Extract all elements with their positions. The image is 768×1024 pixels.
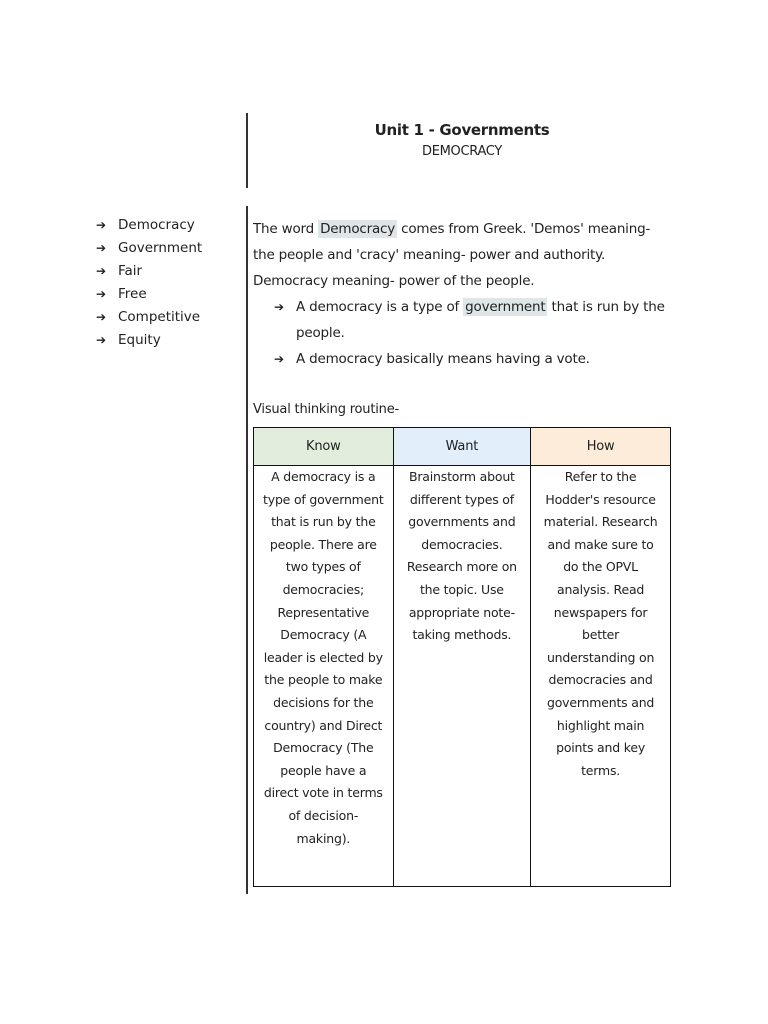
arrow-right-icon: ➔ (96, 241, 107, 255)
keyword-label: Competitive (118, 309, 201, 325)
bullet-item (274, 346, 669, 372)
page-title: Unit 1 - Governments (374, 121, 550, 139)
intro-text: comes from Greek. 'Demos' meaning- the people and 'cracy' meaning- power and authority. Democracy meaning- power of the people. (253, 221, 651, 289)
keyword-item (96, 283, 202, 306)
arrow-right-icon: ➔ (96, 264, 107, 278)
highlighted-term: government (465, 299, 546, 315)
page-subtitle: DEMOCRACY (421, 144, 502, 159)
keyword-label: Democracy (118, 217, 195, 233)
table-header-row (254, 428, 671, 466)
arrow-right-icon: ➔ (96, 287, 107, 301)
bullet-text (296, 294, 669, 346)
bullet-list (274, 294, 669, 372)
arrow-right-icon: ➔ (96, 218, 107, 232)
keyword-item (96, 260, 202, 283)
arrow-right-icon: ➔ (274, 352, 284, 366)
divider-line-top (246, 113, 248, 188)
column-header-know: Know (254, 428, 394, 466)
keyword-label: Free (118, 286, 147, 302)
divider-line (246, 206, 248, 894)
bullet-item (274, 294, 669, 346)
column-header-how: How (531, 428, 671, 466)
keyword-label: Fair (118, 263, 143, 279)
visual-thinking-label: Visual thinking routine- (253, 402, 399, 417)
keyword-item (96, 237, 202, 260)
kwh-table (253, 427, 671, 887)
want-cell: Brainstorm about different types of governments and democracies. Research more on the topic. Use appropriate note-taking methods. (393, 466, 531, 887)
arrow-right-icon: ➔ (274, 300, 284, 314)
arrow-right-icon: ➔ (96, 310, 107, 324)
intro-paragraph (253, 216, 673, 294)
bullet-text-part: A democracy is a type of (296, 299, 464, 315)
know-cell: A democracy is a type of government that is run by the people. There are two types of democracies; Representative Democracy (A leader is elected by the people to make decisions for the country) and Direct Democracy (The people have a direct vote in terms of decision-making). (254, 466, 394, 887)
intro-text: The word (253, 221, 319, 237)
bullet-text-part: that is run by the people. (296, 299, 665, 341)
keyword-label: Government (118, 240, 203, 256)
how-cell: Refer to the Hodder's resource material. Research and make sure to do the OPVL analysis. Read newspapers for better understanding on democracies and governments and highlight main points and key terms. (531, 466, 671, 887)
keyword-label: Equity (118, 332, 161, 348)
keyword-item (96, 214, 202, 237)
keyword-list (96, 214, 202, 352)
bullet-text: A democracy basically means having a vote. (296, 351, 590, 367)
column-header-want: Want (393, 428, 531, 466)
arrow-right-icon: ➔ (96, 333, 107, 347)
keyword-item (96, 306, 202, 329)
keyword-item (96, 329, 202, 352)
highlighted-term: Democracy (320, 221, 396, 237)
table-row (254, 466, 671, 887)
